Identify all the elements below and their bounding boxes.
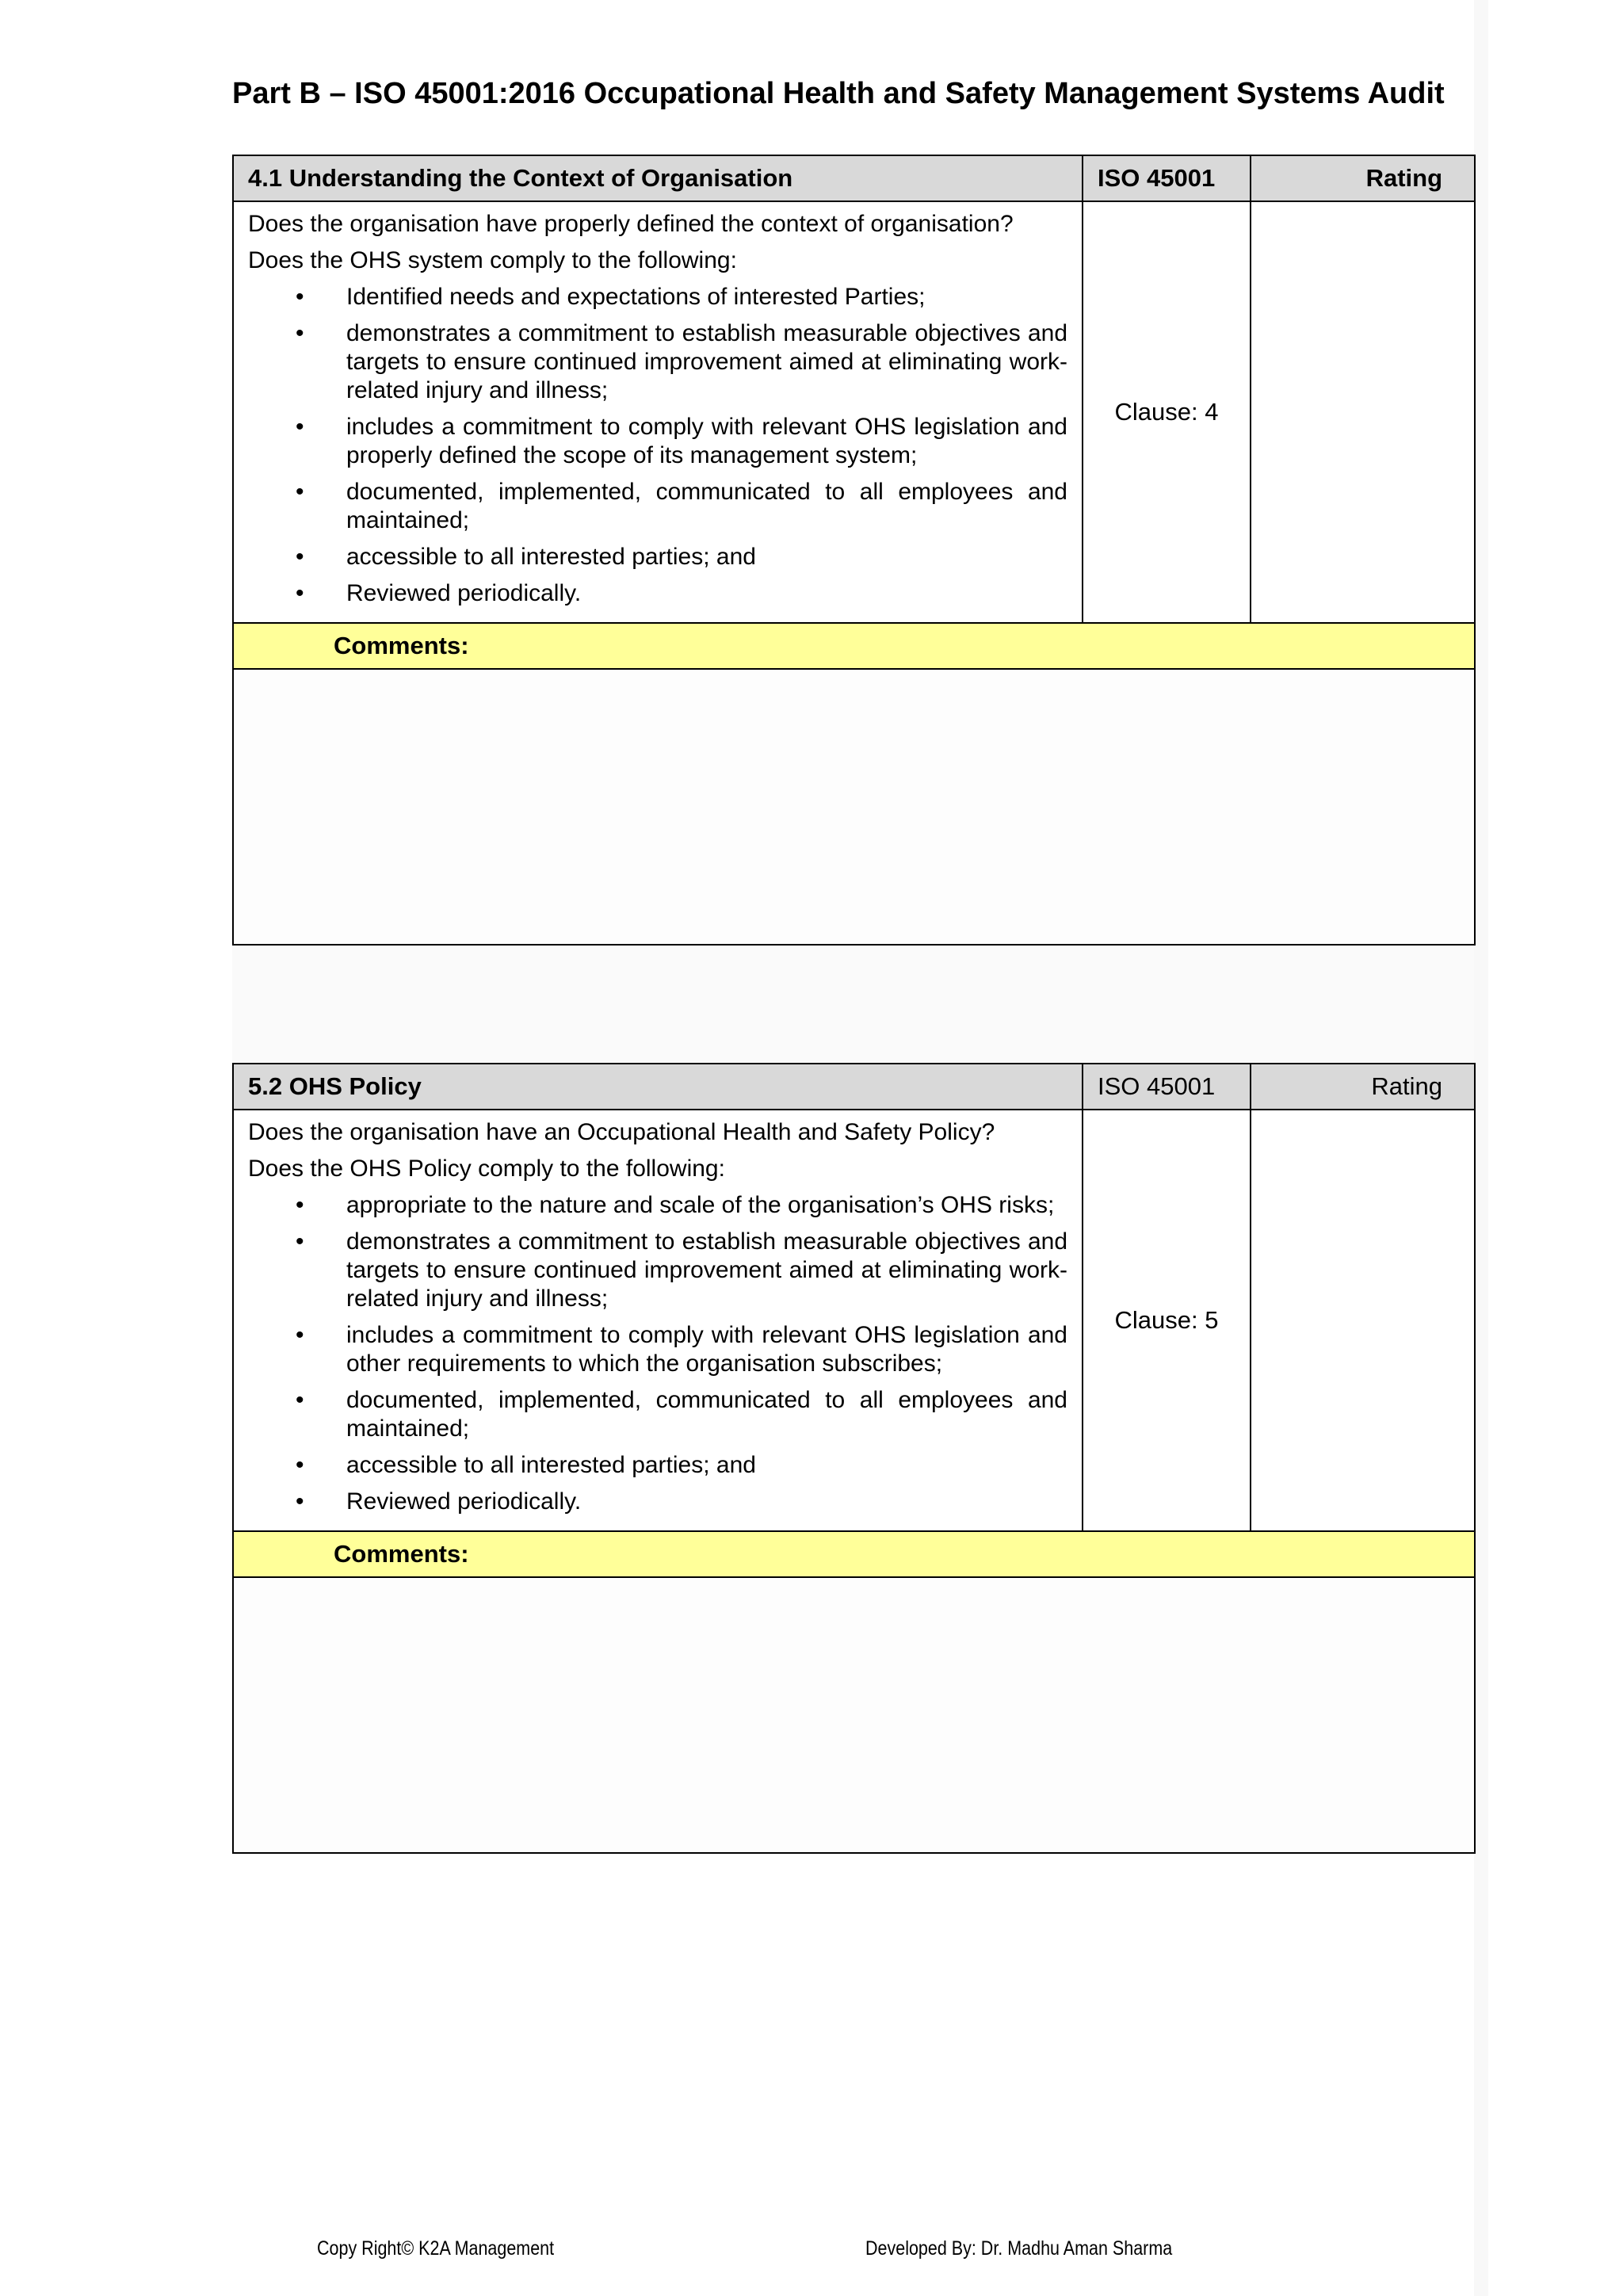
footer-copyright: Copy Right© K2A Management [317,2237,555,2260]
criteria-item: • accessible to all interested parties; and [248,543,1067,571]
criteria-item: • includes a commitment to comply with relevant OHS legislation and properly defined the scope of its management system; [248,413,1067,470]
rating-input-cell[interactable] [1251,201,1475,623]
criteria-item: • Reviewed periodically. [248,579,1067,608]
comments-label: Comments: [233,623,1475,669]
table-header-row [233,155,1475,201]
criteria-item: • demonstrates a commitment to establish measurable objectives and targets to ensure continued improvement aimed at eliminating work-related injury and illness; [248,1228,1067,1313]
question-row [233,1110,1475,1531]
clause-cell: Clause: 5 [1083,1110,1251,1531]
standard-label: ISO 45001 [1083,1064,1251,1110]
comments-area[interactable] [233,669,1475,945]
criteria-item: • Identified needs and expectations of interested Parties; [248,283,1067,311]
table-header-row [233,1064,1475,1110]
question-text: Does the OHS Policy comply to the following: [248,1156,725,1182]
criteria-item: • documented, implemented, communicated to all employees and maintained; [248,1386,1067,1443]
rating-label: Rating [1251,155,1475,201]
criteria-item: • accessible to all interested parties; and [248,1451,1067,1480]
question-text: Does the organisation have properly defined the context of organisation? [248,211,1014,237]
criteria-item: • documented, implemented, communicated to all employees and maintained; [248,478,1067,535]
audit-table-context [232,155,1476,946]
question-row [233,201,1475,623]
rating-input-cell[interactable] [1251,1110,1475,1531]
question-cell [233,201,1083,623]
standard-label: ISO 45001 [1083,155,1251,201]
comments-header-row [233,623,1475,669]
audit-table-policy [232,1063,1476,1854]
clause-cell: Clause: 4 [1083,201,1251,623]
page-title: Part B – ISO 45001:2016 Occupational Health and Safety Management Systems Audit [232,77,1445,110]
rating-label: Rating [1251,1064,1475,1110]
question-text: Does the OHS system comply to the following: [248,247,737,273]
criteria-item: • includes a commitment to comply with relevant OHS legislation and other requirements to which the organisation subscribes; [248,1321,1067,1378]
footer-author: Developed By: Dr. Madhu Aman Sharma [865,2237,1173,2260]
section-gap [232,935,1474,1062]
criteria-item: • appropriate to the nature and scale of the organisation’s OHS risks; [248,1191,1067,1220]
section-heading: 5.2 OHS Policy [233,1064,1083,1110]
criteria-list [248,283,1067,608]
page-edge-shade [1474,0,1488,2296]
comments-header-row [233,1531,1475,1577]
comments-area-row [233,1577,1475,1853]
comments-area-row [233,669,1475,945]
section-heading: 4.1 Understanding the Context of Organisation [233,155,1083,201]
question-cell [233,1110,1083,1531]
comments-label: Comments: [233,1531,1475,1577]
comments-area[interactable] [233,1577,1475,1853]
criteria-list [248,1191,1067,1516]
criteria-item: • demonstrates a commitment to establish measurable objectives and targets to ensure continued improvement aimed at eliminating work-related injury and illness; [248,319,1067,405]
criteria-item: • Reviewed periodically. [248,1488,1067,1516]
question-text: Does the organisation have an Occupational Health and Safety Policy? [248,1119,995,1145]
